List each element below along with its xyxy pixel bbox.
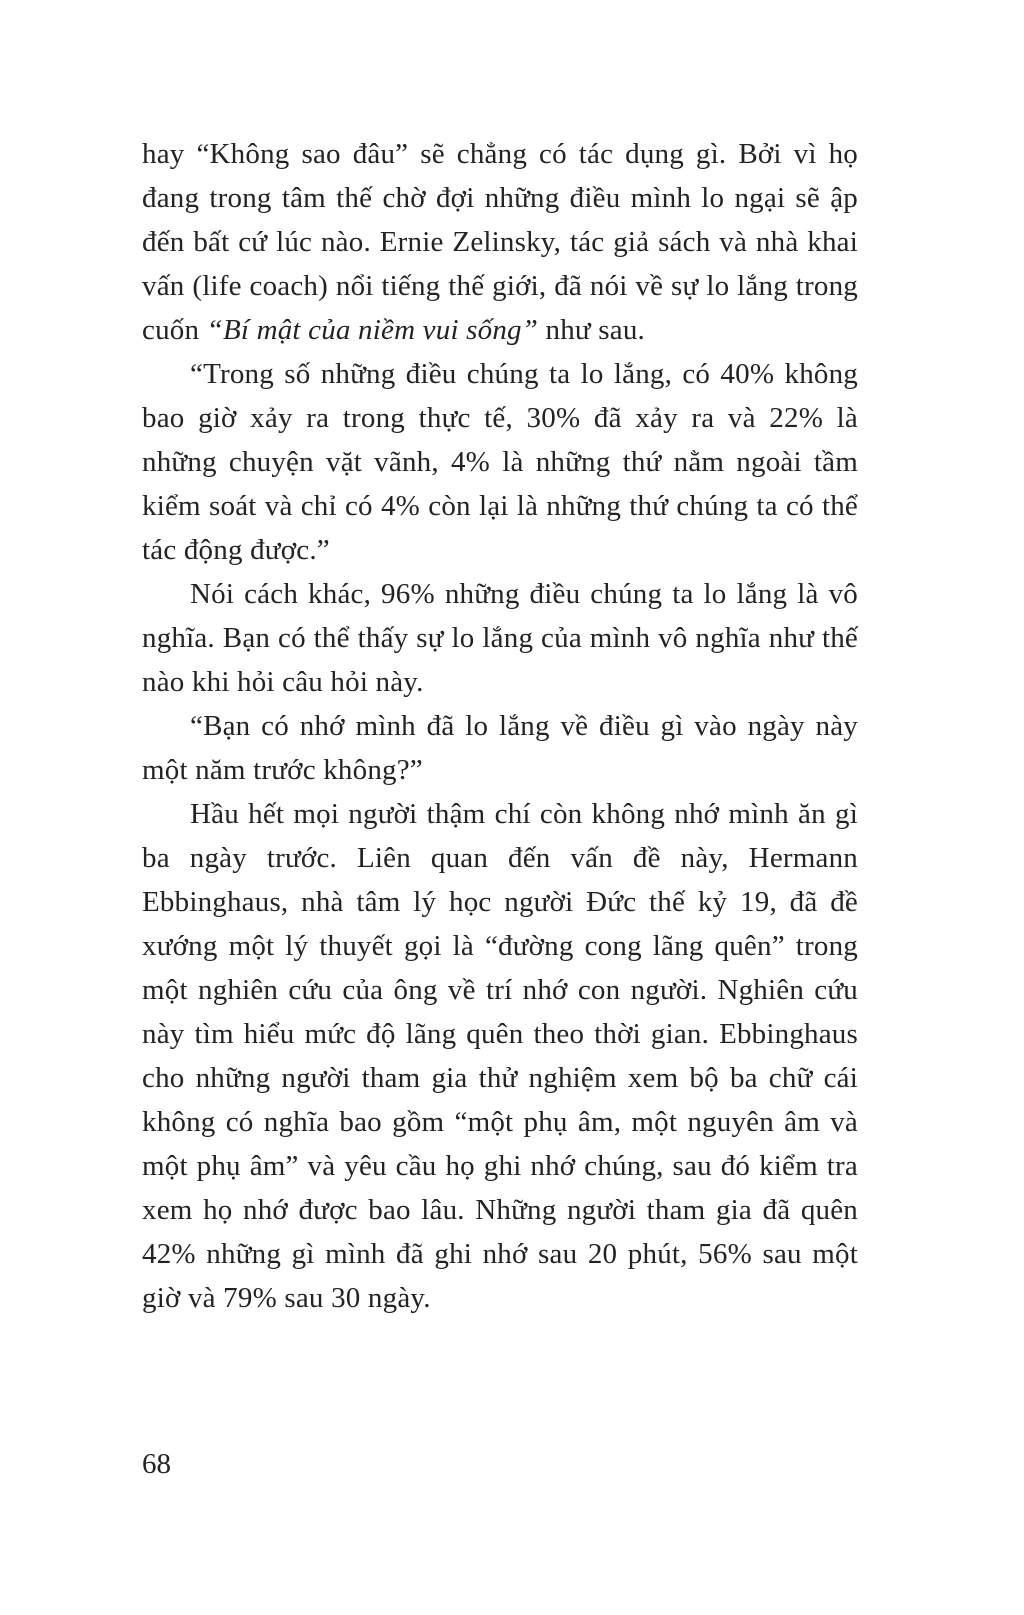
paragraph <box>142 792 858 1320</box>
paragraph <box>142 572 858 704</box>
text-segment: “Trong số những điều chúng ta lo lắng, có 40% không bao giờ xảy ra trong thực tế, 30% đã xảy ra và 22% là những chuyện vặt vãnh, 4% là những thứ nằm ngoài tầm kiểm soát và chỉ có 4% còn lại là những thứ chúng ta có thể tác động được.” <box>142 358 858 566</box>
paragraph <box>142 704 858 792</box>
paragraph <box>142 352 858 572</box>
italic-text-segment: “Bí mật của niềm vui sống” <box>206 314 539 346</box>
paragraph <box>142 132 858 352</box>
text-segment: Nói cách khác, 96% những điều chúng ta lo lắng là vô nghĩa. Bạn có thể thấy sự lo lắng của mình vô nghĩa như thế nào khi hỏi câu hỏi này. <box>142 578 858 698</box>
page-number: 68 <box>142 1448 171 1480</box>
text-segment: hay “Không sao đâu” sẽ chẳng có tác dụng gì. Bởi vì họ đang trong tâm thế chờ đợi những điều mình lo ngại sẽ ập đến bất cứ lúc nào. Ernie Zelinsky, tác giả sách và nhà khai vấn (life coach) nổi tiếng thế giới, đã nói về sự lo lắng trong cuốn <box>142 138 858 346</box>
text-segment: Hầu hết mọi người thậm chí còn không nhớ mình ăn gì ba ngày trước. Liên quan đến vấn đề này, Hermann Ebbinghaus, nhà tâm lý học người Đức thế kỷ 19, đã đề xướng một lý thuyết gọi là “đường cong lãng quên” trong một nghiên cứu của ông về trí nhớ con người. Nghiên cứu này tìm hiểu mức độ lãng quên theo thời gian. Ebbinghaus cho những người tham gia thử nghiệm xem bộ ba chữ cái không có nghĩa bao gồm “một phụ âm, một nguyên âm và một phụ âm” và yêu cầu họ ghi nhớ chúng, sau đó kiểm tra xem họ nhớ được bao lâu. Những người tham gia đã quên 42% những gì mình đã ghi nhớ sau 20 phút, 56% sau một giờ và 79% sau 30 ngày. <box>142 798 858 1314</box>
text-block <box>142 132 858 1320</box>
text-segment: như sau. <box>538 314 645 346</box>
text-segment: “Bạn có nhớ mình đã lo lắng về điều gì vào ngày này một năm trước không?” <box>142 710 858 786</box>
